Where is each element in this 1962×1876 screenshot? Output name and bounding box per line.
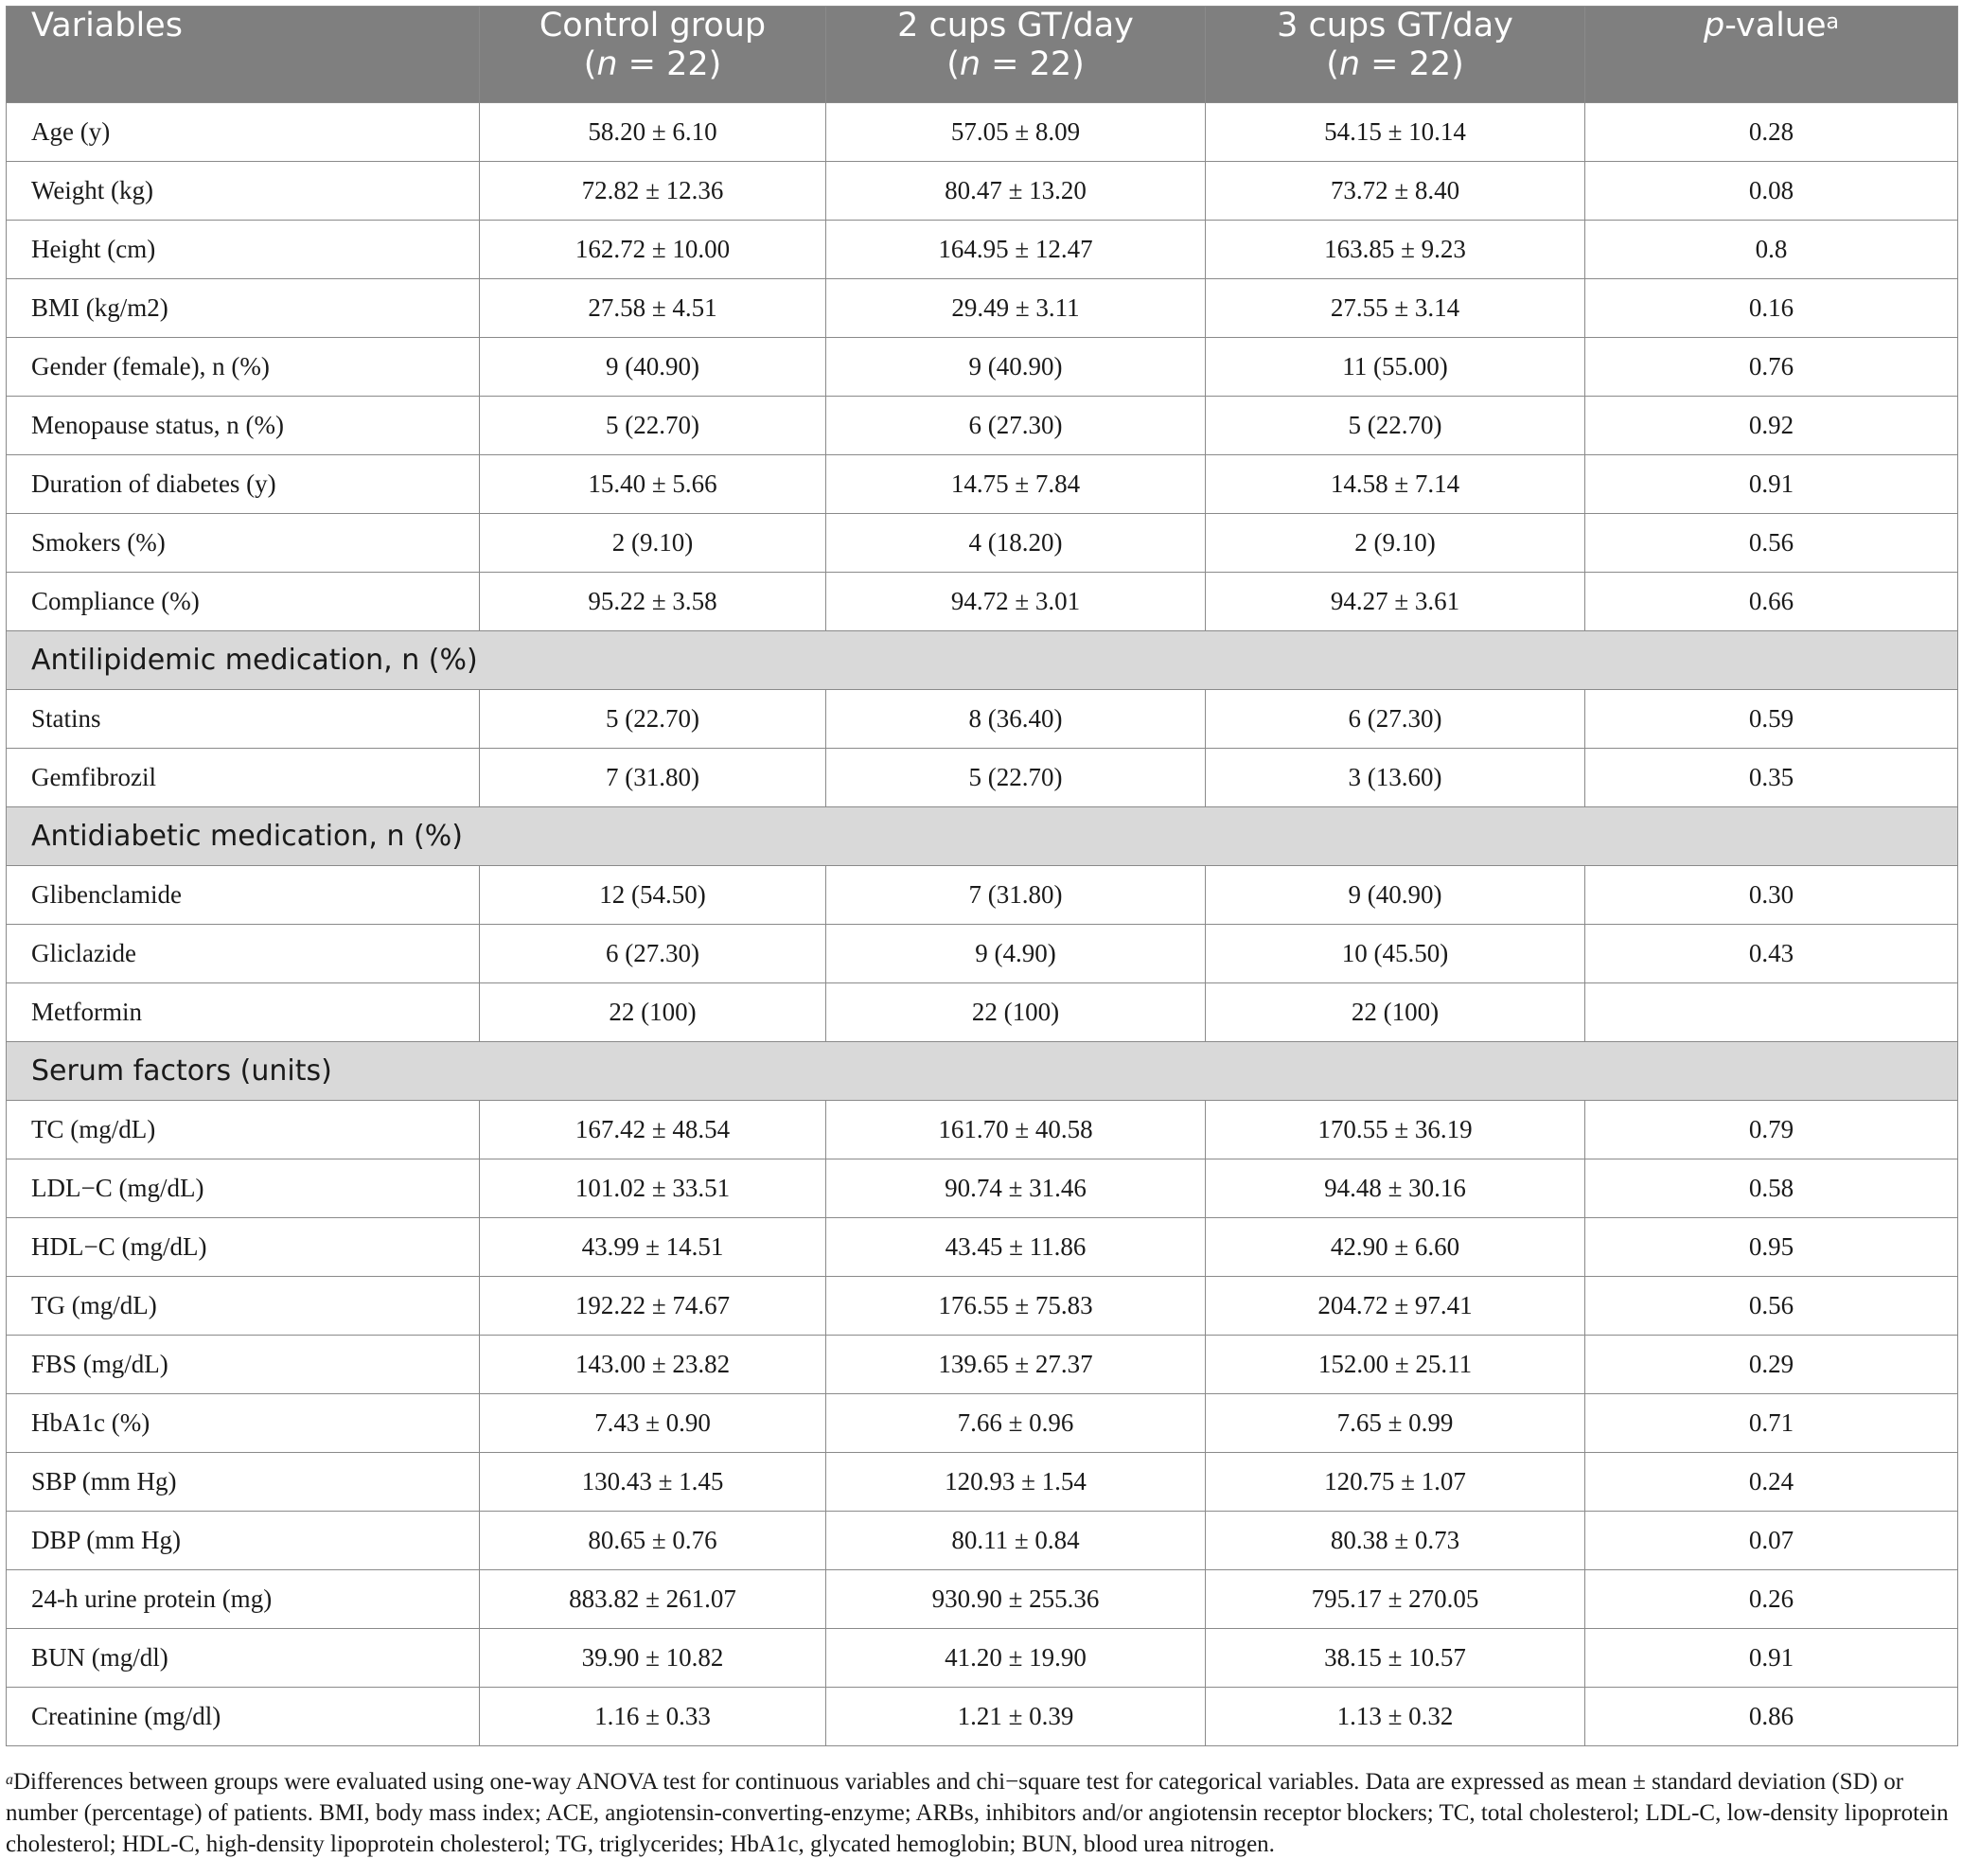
table-row — [7, 514, 1958, 573]
row-label: Glibenclamide — [7, 866, 480, 925]
cell-p-value: 0.59 — [1585, 690, 1958, 749]
cell-2-cups: 7.66 ± 0.96 — [826, 1394, 1206, 1453]
cell-2-cups: 6 (27.30) — [826, 397, 1206, 455]
cell-3-cups: 7.65 ± 0.99 — [1206, 1394, 1585, 1453]
cell-3-cups: 6 (27.30) — [1206, 690, 1585, 749]
header-3-cups-n: (n = 22) — [1326, 45, 1464, 83]
table-row — [7, 1570, 1958, 1629]
row-label: Menopause status, n (%) — [7, 397, 480, 455]
header-2-cups — [826, 7, 1206, 103]
row-label: LDL−C (mg/dL) — [7, 1159, 480, 1218]
cell-p-value: 0.24 — [1585, 1453, 1958, 1512]
row-label: Weight (kg) — [7, 162, 480, 221]
cell-2-cups: 8 (36.40) — [826, 690, 1206, 749]
cell-control: 9 (40.90) — [480, 338, 826, 397]
table-row — [7, 1336, 1958, 1394]
cell-2-cups: 5 (22.70) — [826, 749, 1206, 807]
cell-p-value: 0.56 — [1585, 514, 1958, 573]
row-label: Compliance (%) — [7, 573, 480, 631]
row-label: Smokers (%) — [7, 514, 480, 573]
table-row — [7, 279, 1958, 338]
row-label: Creatinine (mg/dl) — [7, 1688, 480, 1746]
cell-3-cups: 9 (40.90) — [1206, 866, 1585, 925]
row-label: DBP (mm Hg) — [7, 1512, 480, 1570]
cell-control: 39.90 ± 10.82 — [480, 1629, 826, 1688]
header-row — [7, 7, 1958, 103]
cell-control: 5 (22.70) — [480, 397, 826, 455]
cell-control: 27.58 ± 4.51 — [480, 279, 826, 338]
row-label: Gemfibrozil — [7, 749, 480, 807]
header-variables: Variables — [7, 7, 480, 103]
cell-3-cups: 163.85 ± 9.23 — [1206, 221, 1585, 279]
row-label: Age (y) — [7, 103, 480, 162]
cell-control: 101.02 ± 33.51 — [480, 1159, 826, 1218]
table-container — [6, 6, 1957, 1746]
table-row — [7, 397, 1958, 455]
table-row — [7, 749, 1958, 807]
row-label: Height (cm) — [7, 221, 480, 279]
row-label: Gliclazide — [7, 925, 480, 983]
cell-3-cups: 54.15 ± 10.14 — [1206, 103, 1585, 162]
cell-p-value: 0.58 — [1585, 1159, 1958, 1218]
cell-control: 72.82 ± 12.36 — [480, 162, 826, 221]
row-label: TG (mg/dL) — [7, 1277, 480, 1336]
cell-2-cups: 164.95 ± 12.47 — [826, 221, 1206, 279]
row-label: HDL−C (mg/dL) — [7, 1218, 480, 1277]
cell-2-cups: 43.45 ± 11.86 — [826, 1218, 1206, 1277]
table-row — [7, 1629, 1958, 1688]
cell-control: 12 (54.50) — [480, 866, 826, 925]
table-row — [7, 1512, 1958, 1570]
table-row — [7, 925, 1958, 983]
row-label: HbA1c (%) — [7, 1394, 480, 1453]
section-header-row — [7, 807, 1958, 866]
cell-2-cups: 9 (4.90) — [826, 925, 1206, 983]
cell-2-cups: 161.70 ± 40.58 — [826, 1101, 1206, 1159]
cell-2-cups: 22 (100) — [826, 983, 1206, 1042]
header-3-cups — [1206, 7, 1585, 103]
cell-control: 2 (9.10) — [480, 514, 826, 573]
cell-control: 167.42 ± 48.54 — [480, 1101, 826, 1159]
cell-control: 15.40 ± 5.66 — [480, 455, 826, 514]
cell-3-cups: 42.90 ± 6.60 — [1206, 1218, 1585, 1277]
cell-p-value: 0.07 — [1585, 1512, 1958, 1570]
baseline-characteristics-table — [6, 6, 1958, 1746]
table-row — [7, 1218, 1958, 1277]
table-row — [7, 1453, 1958, 1512]
cell-control: 58.20 ± 6.10 — [480, 103, 826, 162]
cell-p-value: 0.95 — [1585, 1218, 1958, 1277]
header-control-group — [480, 7, 826, 103]
cell-3-cups: 5 (22.70) — [1206, 397, 1585, 455]
cell-2-cups: 80.11 ± 0.84 — [826, 1512, 1206, 1570]
cell-p-value: 0.8 — [1585, 221, 1958, 279]
cell-control: 6 (27.30) — [480, 925, 826, 983]
table-row — [7, 1688, 1958, 1746]
section-title: Antidiabetic medication, n (%) — [7, 807, 1958, 866]
cell-p-value: 0.91 — [1585, 1629, 1958, 1688]
row-label: Statins — [7, 690, 480, 749]
table-row — [7, 1159, 1958, 1218]
cell-control: 192.22 ± 74.67 — [480, 1277, 826, 1336]
cell-3-cups: 152.00 ± 25.11 — [1206, 1336, 1585, 1394]
cell-2-cups: 9 (40.90) — [826, 338, 1206, 397]
cell-3-cups: 795.17 ± 270.05 — [1206, 1570, 1585, 1629]
cell-2-cups: 90.74 ± 31.46 — [826, 1159, 1206, 1218]
row-label: TC (mg/dL) — [7, 1101, 480, 1159]
cell-p-value: 0.35 — [1585, 749, 1958, 807]
table-row — [7, 983, 1958, 1042]
table-row — [7, 866, 1958, 925]
row-label: Duration of diabetes (y) — [7, 455, 480, 514]
table-row — [7, 455, 1958, 514]
cell-control: 43.99 ± 14.51 — [480, 1218, 826, 1277]
cell-2-cups: 29.49 ± 3.11 — [826, 279, 1206, 338]
table-row — [7, 162, 1958, 221]
cell-2-cups: 1.21 ± 0.39 — [826, 1688, 1206, 1746]
cell-2-cups: 57.05 ± 8.09 — [826, 103, 1206, 162]
table-row — [7, 573, 1958, 631]
row-label: SBP (mm Hg) — [7, 1453, 480, 1512]
cell-control: 7.43 ± 0.90 — [480, 1394, 826, 1453]
cell-p-value — [1585, 983, 1958, 1042]
cell-2-cups: 120.93 ± 1.54 — [826, 1453, 1206, 1512]
cell-p-value: 0.30 — [1585, 866, 1958, 925]
cell-p-value: 0.28 — [1585, 103, 1958, 162]
cell-3-cups: 10 (45.50) — [1206, 925, 1585, 983]
table-row — [7, 1101, 1958, 1159]
footnote — [6, 1766, 1957, 1860]
cell-control: 162.72 ± 10.00 — [480, 221, 826, 279]
cell-3-cups: 94.48 ± 30.16 — [1206, 1159, 1585, 1218]
table-row — [7, 103, 1958, 162]
table-row — [7, 338, 1958, 397]
cell-2-cups: 4 (18.20) — [826, 514, 1206, 573]
cell-3-cups: 73.72 ± 8.40 — [1206, 162, 1585, 221]
cell-p-value: 0.92 — [1585, 397, 1958, 455]
cell-3-cups: 27.55 ± 3.14 — [1206, 279, 1585, 338]
row-label: 24-h urine protein (mg) — [7, 1570, 480, 1629]
header-3-cups-title: 3 cups GT/day — [1277, 7, 1513, 44]
cell-control: 7 (31.80) — [480, 749, 826, 807]
header-control-n: (n = 22) — [583, 45, 722, 83]
cell-p-value: 0.91 — [1585, 455, 1958, 514]
table-row — [7, 221, 1958, 279]
cell-p-value: 0.29 — [1585, 1336, 1958, 1394]
row-label: FBS (mg/dL) — [7, 1336, 480, 1394]
footnote-text: Differences between groups were evaluated using one-way ANOVA test for continuous variables and chi−square test for categorical variables. Data are expressed as mean ± standard deviation (SD) or number (percentage) of patients. BMI, body mass index; ACE, angiotensin-converting-enzyme; ARBs, inhibitors and/or angiotensin receptor blockers; TC, total cholesterol; LDL-C, low-density lipoprotein cholesterol; HDL-C, high-density lipoprotein cholesterol; TG, triglycerides; HbA1c, glycated hemoglobin; BUN, blood urea nitrogen. — [6, 1769, 1949, 1857]
cell-p-value: 0.66 — [1585, 573, 1958, 631]
header-control-title: Control group — [539, 7, 767, 44]
cell-2-cups: 7 (31.80) — [826, 866, 1206, 925]
cell-2-cups: 94.72 ± 3.01 — [826, 573, 1206, 631]
cell-p-value: 0.56 — [1585, 1277, 1958, 1336]
row-label: BUN (mg/dl) — [7, 1629, 480, 1688]
header-2-cups-n: (n = 22) — [946, 45, 1085, 83]
cell-control: 143.00 ± 23.82 — [480, 1336, 826, 1394]
cell-control: 883.82 ± 261.07 — [480, 1570, 826, 1629]
section-header-row — [7, 1042, 1958, 1101]
cell-control: 1.16 ± 0.33 — [480, 1688, 826, 1746]
cell-3-cups: 3 (13.60) — [1206, 749, 1585, 807]
cell-2-cups: 176.55 ± 75.83 — [826, 1277, 1206, 1336]
section-title: Serum factors (units) — [7, 1042, 1958, 1101]
cell-p-value: 0.08 — [1585, 162, 1958, 221]
cell-3-cups: 94.27 ± 3.61 — [1206, 573, 1585, 631]
table-row — [7, 1277, 1958, 1336]
cell-control: 80.65 ± 0.76 — [480, 1512, 826, 1570]
cell-2-cups: 41.20 ± 19.90 — [826, 1629, 1206, 1688]
cell-2-cups: 139.65 ± 27.37 — [826, 1336, 1206, 1394]
cell-3-cups: 80.38 ± 0.73 — [1206, 1512, 1585, 1570]
section-title: Antilipidemic medication, n (%) — [7, 631, 1958, 690]
cell-2-cups: 80.47 ± 13.20 — [826, 162, 1206, 221]
cell-3-cups: 170.55 ± 36.19 — [1206, 1101, 1585, 1159]
cell-p-value: 0.16 — [1585, 279, 1958, 338]
table-row — [7, 690, 1958, 749]
cell-3-cups: 204.72 ± 97.41 — [1206, 1277, 1585, 1336]
table-body — [7, 103, 1958, 1746]
header-p-value: p-value$^a$ — [1585, 7, 1958, 103]
cell-p-value: 0.26 — [1585, 1570, 1958, 1629]
cell-3-cups: 38.15 ± 10.57 — [1206, 1629, 1585, 1688]
cell-2-cups: 930.90 ± 255.36 — [826, 1570, 1206, 1629]
cell-p-value: 0.86 — [1585, 1688, 1958, 1746]
cell-2-cups: 14.75 ± 7.84 — [826, 455, 1206, 514]
cell-3-cups: 14.58 ± 7.14 — [1206, 455, 1585, 514]
footnote-marker: a — [6, 1772, 13, 1788]
header-2-cups-title: 2 cups GT/day — [897, 7, 1134, 44]
cell-control: 95.22 ± 3.58 — [480, 573, 826, 631]
cell-p-value: 0.43 — [1585, 925, 1958, 983]
cell-p-value: 0.76 — [1585, 338, 1958, 397]
cell-p-value: 0.71 — [1585, 1394, 1958, 1453]
row-label: Metformin — [7, 983, 480, 1042]
table-row — [7, 1394, 1958, 1453]
cell-3-cups: 22 (100) — [1206, 983, 1585, 1042]
cell-3-cups: 1.13 ± 0.32 — [1206, 1688, 1585, 1746]
row-label: BMI (kg/m2) — [7, 279, 480, 338]
cell-control: 5 (22.70) — [480, 690, 826, 749]
cell-control: 130.43 ± 1.45 — [480, 1453, 826, 1512]
cell-3-cups: 2 (9.10) — [1206, 514, 1585, 573]
row-label: Gender (female), n (%) — [7, 338, 480, 397]
cell-control: 22 (100) — [480, 983, 826, 1042]
cell-3-cups: 11 (55.00) — [1206, 338, 1585, 397]
section-header-row — [7, 631, 1958, 690]
cell-3-cups: 120.75 ± 1.07 — [1206, 1453, 1585, 1512]
cell-p-value: 0.79 — [1585, 1101, 1958, 1159]
